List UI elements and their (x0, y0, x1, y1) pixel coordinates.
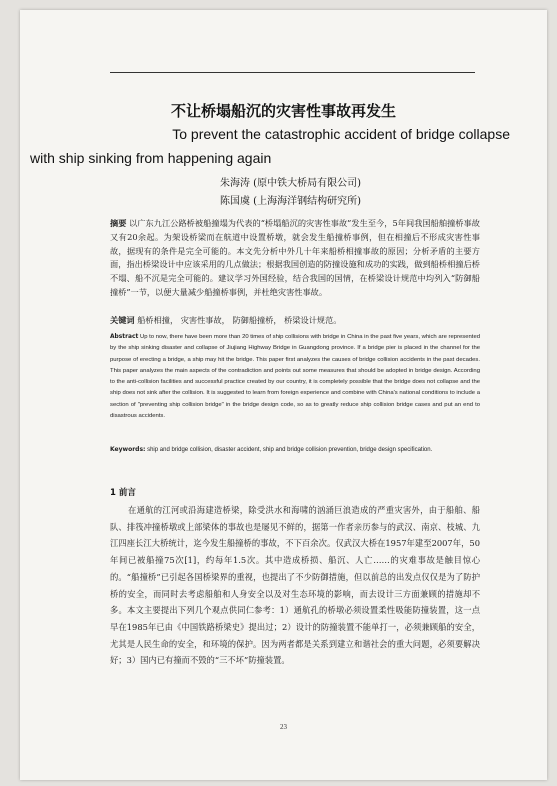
title-english-line1: To prevent the catastrophic accident of bridge collapse (172, 126, 510, 142)
title-english-line2: with ship sinking from happening again (30, 150, 272, 166)
keywords-chinese-label: 关键词 (110, 315, 135, 325)
keywords-english (110, 446, 480, 453)
abstract-chinese-text: 以广东九江公路桥被船撞塌为代表的“桥塌船沉的灾害性事故”发生至今，5年间我国船舶撞桥事故又有20余起。为架设桥梁而在航道中设置桥墩，就会发生船撞桥事例，但在相撞后不形成灾害性事故，据现有的条件是完全可能的。本文先分析中外几十年来船桥相撞事故的原因；分析矛盾的主要方面，指出桥梁设计中应该采用的几点做法；根据我国创造的防撞设施和成功的实践，做到船桥相撞后桥不塌、船不沉是完全可能的。建议学习外国经验，结合我国的国情，在桥梁设计规范中均列入“防御船撞桥”一节，以便大量减少船撞桥事例，并杜绝灾害性事故。 (110, 218, 480, 297)
keywords-chinese (110, 315, 480, 326)
keywords-english-label: Keywords: (110, 446, 146, 453)
author-2: 陈国虞 (上海海洋钢结构研究所) (220, 196, 361, 207)
abstract-english (110, 332, 480, 422)
abstract-chinese-label: 摘要 (110, 218, 127, 228)
header-rule (110, 72, 475, 73)
title-chinese: 不让桥塌船沉的灾害性事故再发生 (170, 102, 396, 120)
page-number: 23 (280, 723, 287, 731)
section-body: 在通航的江河或沿海建造桥梁，除受洪水和海啸的汹涌巨浪造成的严重灾害外，由于船舶、船队、排筏冲撞桥墩或上部梁体的事故也是屡见不鲜的，据第一作者亲历参与的武汉、南京、枝城、九江四座长江大桥统计，迄今发生船撞桥的事故，不下百余次。仅武汉大桥在1957年建至2007年，50年间已被船撞75次[1]，约每年1.5次。其中造成桥损、船沉、人亡……的灾难事故是触目惊心的。“船撞桥”已引起各国桥梁界的重视，也提出了不少防御措施，但以前总的出发点仅仅是为了防护桥的安全，而同时去考虑船舶和人身安全以及对生态环境的影响，而去设计三方面兼顾的措施却不多。本文主要提出下列几个观点供同仁参考：1）通航孔的桥墩必须设置柔性吸能防撞装置，这一点早在1985年已由《中国铁路桥梁史》提出过；2）设计的防撞装置不能单打一，必须兼顾船的安全，尤其是人民生命的安全，和环境的保护。因为两者都是关系到建立和谐社会的重大问题，必须要解决好；3）国内已有撞而不毁的“三不坏”防撞装置。 (110, 505, 480, 666)
keywords-chinese-text: 船桥相撞， 灾害性事故， 防御船撞桥， 桥梁设计规范。 (137, 315, 342, 325)
abstract-english-text: Up to now, there have been more than 20 times of ship collisions with bridge in China in the past five years, which are represented by the ship sinking disaster and collapse of Jiujiang Highway Bridge in Guangdong province. If a bridge pier is placed in the channel for the purpose of erecting a bridge, a ship may hit the bridge. This paper first analyzes the causes of bridge collision accidents in the past decades. This paper analyzes the main aspects of the contradiction and points out some measures that should be adopted in bridge design. According to the anti-collision facilities and successful practice created by our country, it is completely possible that the bridge does not collapse and the ship does not sink after the collision. It is suggested to learn from foreign experience and combine with China's national conditions to include a section of "preventing ship collision bridge" in the bridge design code, so as to greatly reduce ship collision bridge cases and put an end to disastrous accidents. (110, 334, 480, 420)
authors (220, 175, 361, 211)
abstract-chinese (110, 217, 480, 300)
author-1: 朱海涛 (原中铁大桥局有限公司) (220, 178, 361, 189)
keywords-english-text: ship and bridge collision, disaster accident, ship and bridge collision prevention, bridge design specification. (147, 447, 433, 453)
abstract-english-label: Abstract (110, 334, 139, 340)
section-heading: 1 前言 (110, 488, 136, 498)
title-english (30, 122, 510, 170)
paper-page (20, 10, 547, 780)
